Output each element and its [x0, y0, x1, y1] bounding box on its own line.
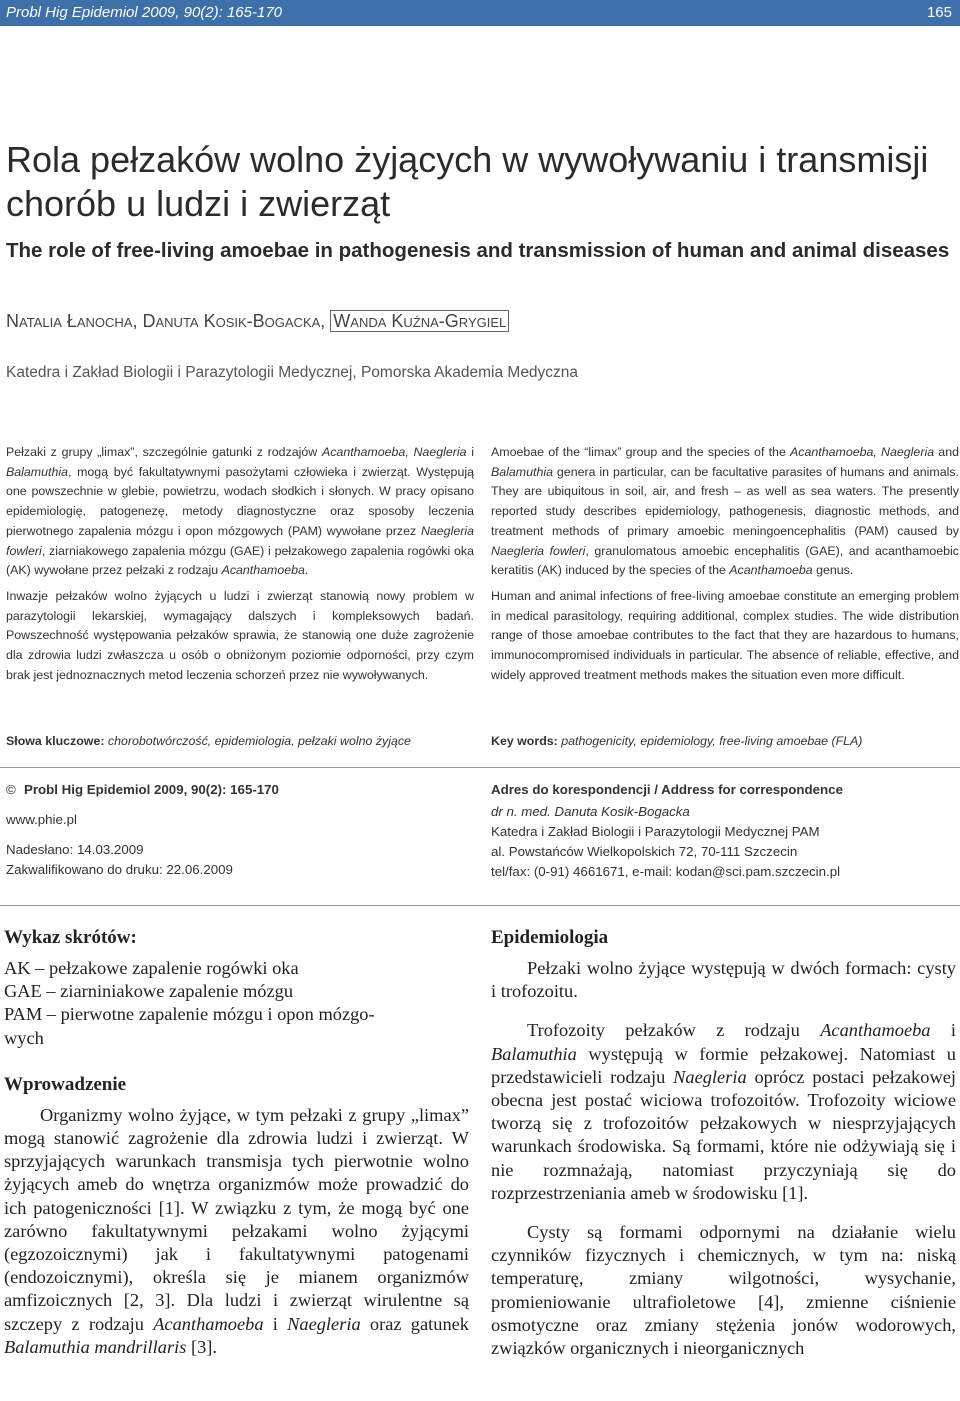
divider-bottom: [0, 905, 960, 906]
author-corresponding: Wanda Kuźna-Grygiel: [330, 310, 509, 332]
affiliation: Katedra i Zakład Biologii i Parazytologii Medycznej, Pomorska Akademia Medyczna: [6, 364, 579, 381]
abbreviation-gae: GAE – ziarniniakowe zapalenie mózgu: [4, 981, 294, 1002]
copyright-icon: ©: [6, 782, 16, 797]
article-title-polish: [6, 138, 956, 226]
author-list: [6, 311, 509, 332]
journal-citation: Probl Hig Epidemiol 2009, 90(2): 165-170: [6, 4, 282, 21]
epidemiology-paragraph-1: Pełzaki wolno żyjące występują w dwóch formach: cysty i trofozoitu.: [491, 958, 956, 1002]
correspondence-line-3[interactable]: tel/fax: (0-91) 4661671, e-mail: kodan@sci.pam.szczecin.pl: [491, 864, 841, 879]
correspondence-line-2: al. Powstańców Wielkopolskich 72, 70-111 Szczecin: [491, 844, 798, 859]
correspondence-line-1: Katedra i Zakład Biologii i Parazytologii Medycznej PAM: [491, 824, 820, 839]
body-column-left: [4, 925, 469, 1359]
keywords-polish: Słowa kluczowe: chorobotwórczość, epidemiologia, pełzaki wolno żyjące: [6, 734, 411, 748]
correspondence-name: dr n. med. Danuta Kosik-Bogacka: [491, 804, 690, 819]
divider-top: [0, 767, 960, 768]
epidemiology-heading: Epidemiologia: [491, 927, 609, 948]
authors-first: Natalia Łanocha, Danuta Kosik-Bogacka,: [6, 311, 331, 331]
abbreviations-heading: Wykaz skrótów:: [4, 927, 137, 948]
publication-info: [6, 780, 279, 880]
abstract-polish: [6, 443, 474, 691]
title-line-2: chorób u ludzi i zwierząt: [6, 183, 391, 224]
article-title-english: The role of free-living amoebae in pathogenesis and transmission of human and animal diseases: [6, 239, 950, 262]
body-column-right: [491, 925, 956, 1360]
introduction-heading: Wprowadzenie: [4, 1073, 127, 1095]
title-line-1: Rola pełzaków wolno żyjących w wywoływaniu i transmisji: [6, 139, 929, 180]
epidemiology-paragraph-3: Cysty są formami odpornymi na działanie wielu czynników fizycznych i chemicznych, w tym na: niską temperaturę, zmiany wilgotności, wysychanie, promieniowanie ultrafioletowe [4], zmienne ciśnienie osmotyczne oraz zmiany stężenia jonów wodorowych, związków organicznych i nieorganicznych: [491, 1222, 956, 1359]
abbreviation-pam-cont: wych: [4, 1027, 44, 1048]
correspondence-address: [491, 780, 843, 882]
correspondence-heading: Adres do korespondencji / Address for correspondence: [491, 782, 843, 797]
abstract-pl-paragraph-1: Pełzaki z grupy „limax”, szczególnie gatunki z rodzajów Acanthamoeba, Naegleria i Balamuthia, mogą być fakultatywnymi pasożytami człowieka i zwierząt. Występują one powszechnie w glebie, powietrzu, wodach słodkich i słonych. W pracy opisano epidemiologię, patogenezę, metody diagnostyczne oraz sposoby leczenia pierwotnego zapalenia mózgu i opon mózgowych (PAM) wywołane przez Naegleria fowleri, ziarniakowego zapalenia mózgu (GAE) i pełzakowego zapalenia rogówki oka (AK) wywołane przez pełzaki z rodzaju Acanthamoeba.: [6, 445, 475, 578]
keywords-english: Key words: pathogenicity, epidemiology, free-living amoebae (FLA): [491, 734, 863, 748]
abbreviation-pam: PAM – pierwotne zapalenie mózgu i opon mózgo-: [4, 1004, 375, 1025]
submitted-date: Nadesłano: 14.03.2009: [6, 842, 144, 857]
journal-header-bar: [0, 0, 960, 26]
website-link[interactable]: www.phie.pl: [6, 812, 77, 827]
abstract-en-paragraph-1: Amoebae of the “limax” group and the species of the Acanthamoeba, Naegleria and Balamuthia genera in particular, can be facultative parasites of humans and animals. They are ubiquitous in soil, air, and fresh – as well as sea waters. The presently reported study describes epidemiology, pathogenesis, diagnostic methods, and treatment methods of primary amoebic meningoencephalitis (PAM) caused by Naegleria fowleri, granulomatous amoebic encephalitis (GAE), and acanthamoebic keratitis (AK) induced by the species of the Acanthamoeba genus.: [491, 445, 959, 578]
copyright-line: © Probl Hig Epidemiol 2009, 90(2): 165-170: [6, 780, 279, 800]
abstract-en-paragraph-2: Human and animal infections of free-living amoebae constitute an emerging problem in medical parasitology, requiring additional, complex studies. The wide distribution range of those amoebae contributes to the fact that they are hazardous to humans, immunocompromised individuals in particular. The absence of reliable, effective, and widely approved treatment methods makes the situation even more difficult.: [491, 588, 959, 682]
abstract-english: [491, 443, 959, 691]
abstract-pl-paragraph-2: Inwazje pełzaków wolno żyjących u ludzi i zwierząt stanowią nowy problem w parazytologii lekarskiej, wymagający dalszych i kompleksowych badań. Powszechność występowania pełzaków sprawia, że stanowią one duże zagrożenie dla zdrowia ludzi zwłaszcza u osób o obniżonym poziomie odporności, przy czym brak jest jednoznacznych metod leczenia schorzeń przez nie wywoływanych.: [6, 588, 474, 682]
accepted-date: Zakwalifikowano do druku: 22.06.2009: [6, 862, 233, 877]
page-number: 165: [926, 4, 952, 21]
introduction-paragraph: Organizmy wolno żyjące, w tym pełzaki z grupy „limax” mogą stanowić zagrożenie dla zdrowia ludzi i zwierząt. W sprzyjających warunkach transmisja tych pierwotnie wolno żyjących ameb do wnętrza organizmów może prowadzić do ich patogeniczności [1]. W związku z tym, że mogą być one zarówno fakultatywnymi pełzakami wolno żyjącymi (egzozoicznymi) jak i fakultatywnymi patogenami (endozoicznymi), określa się je mianem organizmów amfizoicznych [2, 3]. Dla ludzi i zwierząt wirulentne są szczepy z rodzaju Acanthamoeba i Naegleria oraz gatunek Balamuthia mandrillaris [3].: [4, 1104, 469, 1357]
abbreviation-ak: AK – pełzakowe zapalenie rogówki oka: [4, 958, 299, 978]
epidemiology-paragraph-2: Trofozoity pełzaków z rodzaju Acanthamoeba i Balamuthia występują w formie pełzakowej. Natomiast u przedstawicieli rodzaju Naegleria oprócz postaci pełzakowej obecna jest postać wiciowa trofozoitów. Trofozoity wiciowe tworzą się z trofozoitów pełzakowych w niesprzyjających warunkach środowiska. Są formami, które nie odżywiają się i nie rozmnażają, natomiast przyczyniają się do rozprzestrzeniania ameb w środowisku [1].: [491, 1020, 956, 1203]
